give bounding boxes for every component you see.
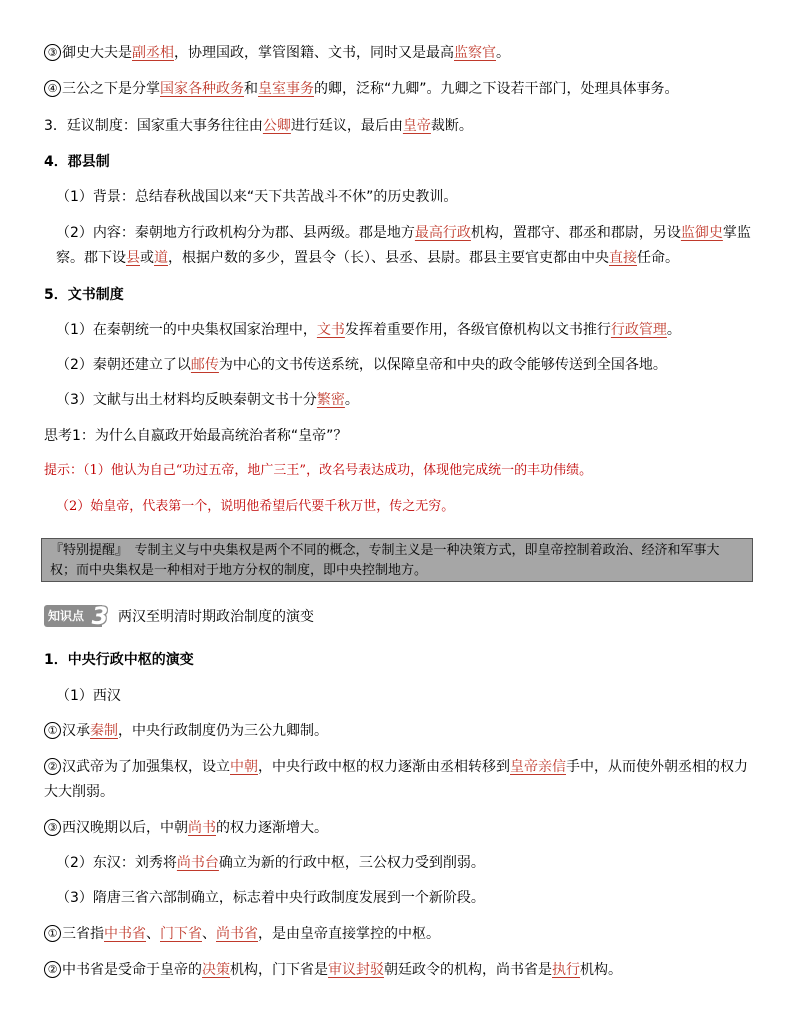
keyword: 监御史: [680, 225, 723, 241]
paragraph-content: [56, 221, 752, 271]
text: 任命。: [637, 250, 679, 266]
keyword: 直接: [609, 250, 637, 266]
text: 或: [140, 250, 154, 266]
text: 机构，门下省是: [230, 962, 328, 978]
keyword: 邮传: [190, 357, 219, 373]
text: ，中央行政制度仍为三公九卿制。: [118, 723, 328, 739]
circled-number: ①: [44, 925, 61, 942]
special-reminder-box: 『特别提醒』 专制主义与中央集权是两个不同的概念，专制主义是一种决策方式，即皇帝控制着政治、经济和军事大权；而中央集权是一种相对于地方分权的制度，即中央控制地方。: [41, 538, 753, 582]
question: 思考1：为什么自嬴政开始最高统治者称“皇帝”？: [44, 428, 348, 444]
keyword: 最高行政: [414, 225, 471, 241]
text: （2）东汉：刘秀将: [56, 855, 177, 871]
hint-2: （2）始皇帝，代表第一个，说明他希望后代要千秋万世，传之无穷。: [56, 499, 455, 514]
keyword: 监察官: [454, 45, 496, 61]
text: （2）内容：秦朝地方行政机构分为郡、县两级。郡是地方: [56, 225, 415, 241]
circled-number: ④: [44, 80, 61, 97]
keyword: 公卿: [262, 118, 291, 134]
text: 机构。: [580, 962, 622, 978]
paragraph-department-roles: [44, 960, 622, 980]
keyword: 秦制: [90, 723, 118, 739]
keyword: 国家各种政务: [160, 81, 244, 97]
paragraph-three-departments: [44, 924, 440, 944]
text: 确立为新的行政中枢，三公权力受到削弱。: [218, 855, 485, 871]
text: 、: [202, 926, 216, 942]
text: 的权力逐渐增大。: [216, 820, 328, 836]
paragraph-background: （1）背景：总结春秋战国以来“天下共苦战斗不休”的历史教训。: [56, 189, 458, 205]
circled-number: ①: [44, 722, 61, 739]
text: 。: [496, 45, 510, 61]
keyword: 行政管理: [610, 322, 667, 338]
text: 掌监察。郡下设: [56, 225, 751, 266]
text: 御史大夫是: [62, 45, 132, 61]
paragraph-court-deliberation: [44, 116, 473, 136]
circled-number: ②: [44, 758, 61, 775]
text: （3）文献与出土材料均反映秦朝文书十分: [56, 392, 317, 408]
heading-western-han: （1）西汉: [56, 688, 121, 704]
text: ，根据户数的多少，置县令（长）、县丞、县尉。郡县主要官吏都由中央: [168, 250, 609, 266]
heading-commandery: 4．郡县制: [44, 154, 110, 170]
text: 进行廷议，最后由: [290, 118, 403, 134]
paragraph-han-1: [44, 721, 328, 741]
keyword: 中书省: [104, 926, 146, 942]
paragraph-han-2: [44, 755, 754, 805]
paragraph-sui-tang: （3）隋唐三省六部制确立，标志着中央行政制度发展到一个新阶段。: [56, 890, 485, 906]
text: （1）在秦朝统一的中央集权国家治理中，: [56, 322, 317, 338]
badge-label: 知识点: [48, 609, 85, 623]
paragraph-censor: [44, 43, 510, 63]
text: 三省指: [62, 926, 104, 942]
keyword: 尚书: [188, 820, 216, 836]
keyword: 繁密: [316, 392, 345, 408]
circled-number: ③: [44, 44, 61, 61]
text: ，是由皇帝直接掌控的中枢。: [258, 926, 440, 942]
heading-central-admin: 1．中央行政中枢的演变: [44, 652, 194, 668]
keyword: 中朝: [230, 759, 258, 775]
text: 裁断。: [430, 118, 473, 134]
text: 发挥着重要作用，各级官僚机构以文书推行: [344, 322, 611, 338]
keyword: 尚书省: [216, 926, 258, 942]
text: ，协理国政，掌管图籍、文书，同时又是最高: [174, 45, 454, 61]
keyword: 皇帝亲信: [510, 759, 566, 775]
paragraph-doc-2: [56, 355, 667, 375]
keyword: 执行: [552, 962, 580, 978]
text: （2）秦朝还建立了以: [56, 357, 191, 373]
text: 和: [244, 81, 258, 97]
text: 的卿，泛称“九卿”。九卿之下设若干部门，处理具体事务。: [314, 81, 679, 97]
circled-number: ②: [44, 961, 61, 978]
keyword: 道: [154, 250, 168, 266]
heading-documents: 5．文书制度: [44, 287, 124, 303]
hint-1: 提示：（1）他认为自己“功过五帝，地广三王”，改名号表达成功，体现他完成统一的丰功伟绩。: [44, 463, 593, 478]
text: 为中心的文书传送系统，以保障皇帝和中央的政令能够传送到全国各地。: [218, 357, 667, 373]
text: 汉武帝为了加强集权，设立: [62, 759, 230, 775]
knowledge-point-title: 两汉至明清时期政治制度的演变: [118, 609, 314, 625]
text: 、: [146, 926, 160, 942]
paragraph-nine-ministers: [44, 79, 679, 99]
text: 三公之下是分掌: [62, 81, 160, 97]
paragraph-doc-3: [56, 390, 359, 410]
text: ，中央行政中枢的权力逐渐由丞相转移到: [258, 759, 510, 775]
keyword: 文书: [316, 322, 345, 338]
text: 。: [666, 322, 681, 338]
text: 手中，从而使外朝丞相的权力大大削弱。: [44, 759, 748, 800]
text: 3．廷议制度：国家重大事务往往由: [44, 118, 263, 134]
knowledge-point-header: [44, 604, 314, 628]
keyword: 皇室事务: [258, 81, 314, 97]
text: 机构，置郡守、郡丞和郡尉，另设: [470, 225, 681, 241]
keyword: 门下省: [160, 926, 202, 942]
keyword: 县: [126, 250, 140, 266]
keyword: 决策: [202, 962, 230, 978]
text: 汉承: [62, 723, 90, 739]
text: 西汉晚期以后，中朝: [62, 820, 188, 836]
paragraph-han-3: [44, 818, 328, 838]
keyword: 皇帝: [402, 118, 431, 134]
text: 。: [344, 392, 359, 408]
paragraph-doc-1: [56, 320, 681, 340]
circled-number: ③: [44, 819, 61, 836]
knowledge-point-badge: [44, 602, 109, 630]
keyword: 尚书台: [176, 855, 219, 871]
keyword: 审议封驳: [328, 962, 384, 978]
paragraph-eastern-han: [56, 853, 485, 873]
text: 朝廷政令的机构，尚书省是: [384, 962, 552, 978]
keyword: 副丞相: [132, 45, 174, 61]
badge-number: 3: [91, 602, 109, 630]
text: 中书省是受命于皇帝的: [62, 962, 202, 978]
